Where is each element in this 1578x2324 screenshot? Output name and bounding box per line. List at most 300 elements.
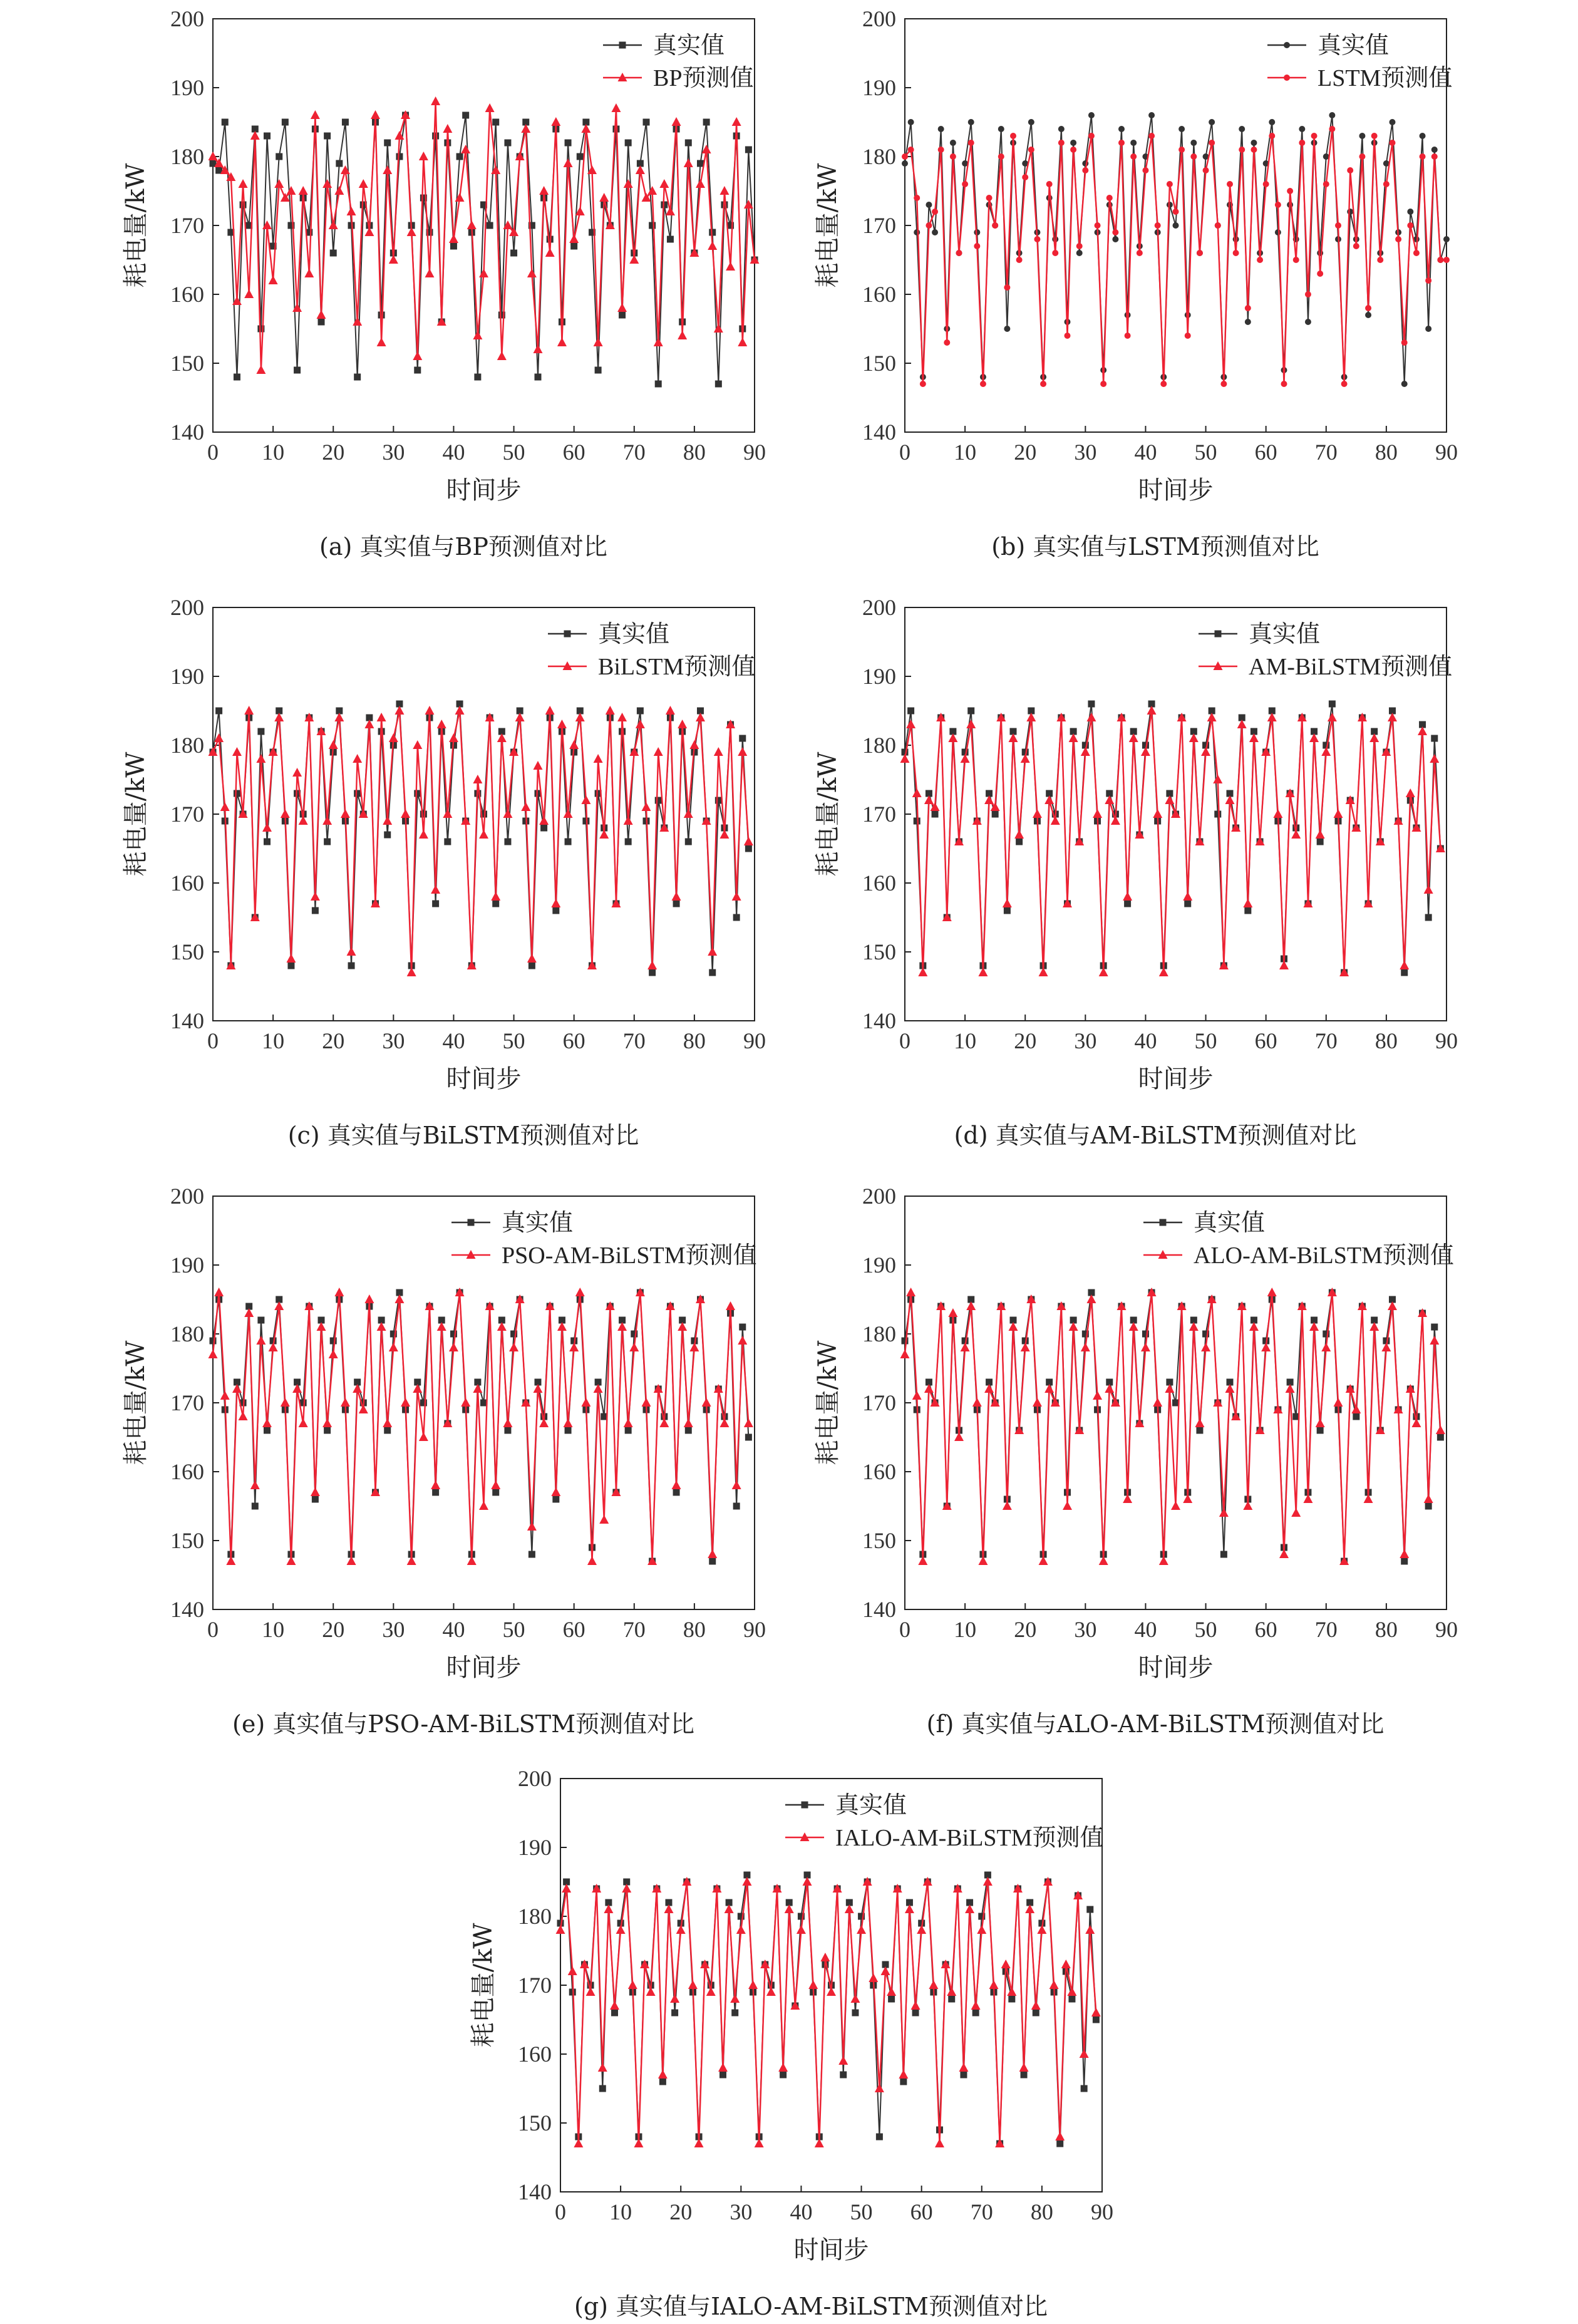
x-axis-label: 时间步 xyxy=(1138,1065,1214,1093)
series-1-point xyxy=(311,892,320,901)
series-1-point xyxy=(564,1418,573,1427)
series-1-point xyxy=(364,1294,374,1303)
series-1-group xyxy=(209,1288,753,1565)
series-0-point xyxy=(1056,2141,1063,2147)
series-0-point xyxy=(215,708,222,715)
series-0-point xyxy=(1004,907,1011,914)
series-0-group xyxy=(210,112,758,388)
y-tick-label: 160 xyxy=(518,2042,552,2067)
series-1-point xyxy=(702,1398,711,1407)
series-0-point xyxy=(577,153,584,160)
series-0-point xyxy=(474,374,481,381)
series-0-point xyxy=(649,222,656,229)
series-1-point xyxy=(1201,1343,1210,1351)
series-0-point xyxy=(685,1427,692,1434)
legend-marker-0 xyxy=(468,1219,475,1226)
x-tick-label: 90 xyxy=(743,1028,766,1053)
x-tick-label: 60 xyxy=(562,1028,585,1053)
legend xyxy=(451,1210,757,1269)
series-1-group xyxy=(556,1877,1101,2147)
x-tick-label: 40 xyxy=(1134,440,1157,465)
series-1-point xyxy=(1436,1425,1445,1434)
series-0-point xyxy=(745,845,752,852)
y-tick-label: 200 xyxy=(170,6,204,31)
y-tick-label: 140 xyxy=(862,1008,896,1033)
series-1-point xyxy=(569,740,579,749)
series-1-point xyxy=(719,186,729,195)
x-tick-label: 90 xyxy=(1435,1617,1458,1642)
series-1-point xyxy=(672,892,681,901)
series-0-point xyxy=(888,1996,895,2003)
series-1-point xyxy=(670,1994,679,2003)
legend-label-1: AM-BiLSTM预测值 xyxy=(1249,654,1453,680)
y-tick-label: 180 xyxy=(170,144,204,169)
series-1-point xyxy=(1437,257,1443,263)
series-1-group xyxy=(209,706,753,976)
legend-label-1: IALO-AM-BiLSTM预测值 xyxy=(835,1825,1104,1851)
chart-panel-c xyxy=(94,589,833,1152)
series-1-point xyxy=(1334,1398,1343,1407)
series-1-point xyxy=(736,1925,746,1934)
series-0-point xyxy=(739,1324,746,1331)
x-tick-label: 70 xyxy=(622,1028,646,1053)
series-1-point xyxy=(581,795,590,804)
series-1-point xyxy=(1245,305,1251,311)
series-1-point xyxy=(431,1480,440,1489)
x-tick-label: 60 xyxy=(562,440,585,465)
series-1-point xyxy=(359,179,368,188)
chart-panel-b xyxy=(786,0,1525,564)
x-tick-label: 60 xyxy=(1254,1028,1277,1053)
y-tick-label: 160 xyxy=(170,282,204,307)
series-0-point xyxy=(330,1338,337,1345)
y-tick-label: 180 xyxy=(170,1321,204,1346)
series-0-point xyxy=(667,236,674,243)
series-0-point xyxy=(510,250,517,257)
series-0-point xyxy=(926,202,932,208)
y-tick-label: 180 xyxy=(862,1321,896,1346)
y-tick-label: 170 xyxy=(518,1973,552,1998)
series-1-point xyxy=(696,179,705,188)
series-0-point xyxy=(1353,1413,1359,1420)
series-1-point xyxy=(569,234,579,243)
y-tick-label: 190 xyxy=(170,664,204,689)
series-1-point xyxy=(1185,333,1191,339)
series-1-point xyxy=(1323,181,1329,187)
series-1-point xyxy=(654,338,663,346)
x-tick-label: 70 xyxy=(622,440,646,465)
legend-marker-0 xyxy=(802,1802,808,1809)
series-0-point xyxy=(1016,839,1023,845)
series-1-point xyxy=(239,1412,248,1420)
series-1-point xyxy=(610,2001,619,2010)
legend-label-1: LSTM预测值 xyxy=(1318,65,1453,91)
series-1-point xyxy=(383,1418,392,1427)
y-tick-label: 190 xyxy=(862,664,896,689)
series-1-point xyxy=(642,1398,651,1407)
series-0-point xyxy=(685,140,692,147)
series-0-point xyxy=(552,1496,559,1503)
series-1-point xyxy=(1019,2063,1029,2072)
x-tick-label: 30 xyxy=(1074,440,1097,465)
series-1-point xyxy=(334,186,344,195)
series-0-point xyxy=(432,133,439,140)
series-1-point xyxy=(1034,236,1040,242)
y-tick-label: 190 xyxy=(170,75,204,100)
series-0-point xyxy=(1068,1996,1075,2003)
y-tick-label: 140 xyxy=(170,420,204,445)
series-1-point xyxy=(1195,1418,1204,1427)
series-1-point xyxy=(688,1980,698,1989)
series-1-point xyxy=(1153,1398,1162,1407)
y-axis-label: 耗电量/kW xyxy=(813,1340,842,1465)
chart-g-plot xyxy=(441,1760,1180,2286)
x-tick-label: 50 xyxy=(502,1028,525,1053)
x-tick-label: 30 xyxy=(730,2199,753,2224)
series-1-point xyxy=(413,740,422,749)
series-1-point xyxy=(738,747,747,756)
series-1-point xyxy=(718,2063,728,2072)
series-1-point xyxy=(1443,257,1450,263)
series-1-point xyxy=(820,1953,830,1961)
series-1-point xyxy=(371,110,380,119)
series-0-point xyxy=(1112,236,1118,242)
series-0-point xyxy=(1329,701,1336,708)
series-1-point xyxy=(564,158,573,167)
x-tick-label: 0 xyxy=(899,440,910,465)
series-1-point xyxy=(557,338,567,346)
series-1-point xyxy=(1160,381,1167,387)
series-1-point xyxy=(389,1343,398,1351)
series-1-point xyxy=(443,809,452,818)
series-0-point xyxy=(492,901,499,907)
y-axis-label: 耗电量/kW xyxy=(121,751,150,877)
series-0-point xyxy=(1437,1434,1444,1441)
x-tick-label: 20 xyxy=(669,2199,693,2224)
series-1-point xyxy=(869,1973,878,1982)
series-0-point xyxy=(1076,250,1083,256)
chart-panel-d xyxy=(786,589,1525,1152)
series-1-point xyxy=(341,1398,350,1407)
series-0-point xyxy=(420,811,427,818)
series-1-point xyxy=(1273,809,1282,818)
series-1-point xyxy=(744,1418,753,1427)
series-0-point xyxy=(998,126,1004,132)
legend-label-0: 真实值 xyxy=(1318,33,1390,59)
series-0-point xyxy=(1365,312,1371,318)
series-1-point xyxy=(377,338,386,346)
x-tick-label: 20 xyxy=(1014,440,1037,465)
series-0-point xyxy=(264,133,271,140)
legend xyxy=(1267,33,1452,91)
x-tick-label: 70 xyxy=(1314,1617,1338,1642)
series-1-point xyxy=(461,1398,470,1407)
series-0-point xyxy=(252,1503,259,1510)
series-1-point xyxy=(311,110,320,119)
series-1-point xyxy=(744,837,753,845)
series-1-point xyxy=(545,706,555,715)
x-tick-label: 90 xyxy=(1435,1028,1458,1053)
series-1-point xyxy=(425,269,435,277)
y-tick-label: 150 xyxy=(862,1528,896,1553)
x-tick-label: 10 xyxy=(954,1617,977,1642)
y-tick-label: 160 xyxy=(170,1459,204,1484)
series-1-point xyxy=(998,153,1004,160)
x-tick-label: 90 xyxy=(743,1617,766,1642)
series-1-point xyxy=(1007,1987,1016,1996)
series-1-point xyxy=(678,720,687,728)
series-1-point xyxy=(1316,1418,1325,1427)
series-1-point xyxy=(1093,809,1102,818)
series-0-point xyxy=(902,1338,909,1345)
series-0-point xyxy=(637,708,644,715)
series-0-point xyxy=(685,839,692,845)
series-1-point xyxy=(666,706,675,715)
series-1-point xyxy=(527,1522,537,1531)
series-1-point xyxy=(545,248,555,257)
chart-d-plot xyxy=(786,589,1525,1115)
series-1-point xyxy=(598,2063,607,2072)
series-1-point xyxy=(568,1966,577,1975)
series-1-point xyxy=(1328,713,1337,721)
legend-marker-1 xyxy=(1284,75,1290,81)
series-0-point xyxy=(330,250,337,257)
series-1-point xyxy=(1065,333,1071,339)
x-tick-label: 50 xyxy=(502,440,525,465)
series-0-point xyxy=(1190,140,1197,146)
series-1-point xyxy=(1220,381,1227,387)
series-1-point xyxy=(1400,961,1409,969)
series-0-point xyxy=(1401,381,1408,387)
series-0-point xyxy=(643,119,650,126)
series-1-point xyxy=(497,351,507,360)
series-1-point xyxy=(1420,153,1426,160)
series-1-point xyxy=(262,823,272,832)
series-1-point xyxy=(947,1987,956,1996)
series-1-point xyxy=(1046,181,1053,187)
series-0-point xyxy=(703,119,710,126)
series-0-point xyxy=(342,119,349,126)
series-0-point xyxy=(908,119,914,125)
series-1-point xyxy=(857,1925,866,1934)
legend xyxy=(1199,621,1452,680)
series-0-point xyxy=(257,1317,264,1324)
series-1-point xyxy=(1153,809,1162,818)
x-tick-label: 20 xyxy=(322,1028,345,1053)
series-1-point xyxy=(1173,209,1179,215)
series-0-point xyxy=(599,2085,606,2092)
series-0-point xyxy=(1269,119,1275,125)
series-1-point xyxy=(1076,243,1083,249)
series-1-point xyxy=(900,1350,910,1358)
series-0-point xyxy=(950,140,956,146)
x-tick-label: 80 xyxy=(1030,2199,1053,2224)
series-0-point xyxy=(529,1551,535,1558)
series-0-point xyxy=(504,1427,511,1434)
y-tick-label: 170 xyxy=(170,802,204,827)
series-0-point xyxy=(1220,1551,1227,1558)
series-1-point xyxy=(912,1391,922,1400)
series-0-point xyxy=(1008,1996,1015,2003)
series-1-point xyxy=(256,754,266,763)
chart-panel-a xyxy=(94,0,833,564)
x-tick-label: 0 xyxy=(899,1028,910,1053)
series-1-point xyxy=(1061,1960,1071,1968)
series-1-point xyxy=(1316,830,1325,839)
series-1-point xyxy=(1022,174,1028,180)
series-0-point xyxy=(1093,2017,1100,2023)
series-1-point xyxy=(437,720,446,728)
series-1-point xyxy=(485,103,495,112)
y-axis-label: 耗电量/kW xyxy=(469,1923,498,2048)
legend-marker-0 xyxy=(564,631,571,638)
x-tick-label: 60 xyxy=(1254,440,1277,465)
series-1-point xyxy=(899,2070,908,2079)
series-1-point xyxy=(1067,1987,1076,1996)
chart-e-plot xyxy=(94,1177,833,1703)
series-1-point xyxy=(948,1308,957,1317)
series-1-point xyxy=(738,1336,747,1345)
series-1-point xyxy=(1424,885,1433,894)
series-1-point xyxy=(269,276,278,284)
x-tick-label: 90 xyxy=(1091,2199,1113,2224)
series-0-point xyxy=(257,728,264,735)
legend-label-1: BP预测值 xyxy=(653,65,754,91)
y-tick-label: 200 xyxy=(170,1184,204,1209)
series-1-point xyxy=(581,1398,590,1407)
x-tick-label: 20 xyxy=(1014,1028,1037,1053)
series-0-point xyxy=(1058,126,1065,132)
x-tick-label: 50 xyxy=(1194,1617,1217,1642)
series-1-point xyxy=(992,222,998,229)
series-1-point xyxy=(726,262,735,271)
series-0-point xyxy=(1178,126,1185,132)
series-1-point xyxy=(935,2139,944,2147)
series-0-point xyxy=(1245,319,1251,325)
series-1-point xyxy=(534,344,543,353)
series-0-point xyxy=(504,140,511,147)
series-0-point xyxy=(1088,701,1095,708)
x-tick-label: 60 xyxy=(910,2199,933,2224)
series-0-point xyxy=(354,790,361,797)
x-tick-label: 10 xyxy=(954,440,977,465)
series-1-point xyxy=(708,241,717,250)
series-1-point xyxy=(732,1480,741,1489)
series-1-point xyxy=(431,96,440,105)
series-1-point xyxy=(906,1288,915,1296)
series-1-point xyxy=(1341,381,1348,387)
series-1-line xyxy=(905,711,1440,973)
series-0-point xyxy=(318,319,325,326)
x-tick-label: 80 xyxy=(1374,440,1398,465)
series-1-point xyxy=(617,303,627,312)
series-1-point xyxy=(329,220,338,229)
series-1-point xyxy=(413,351,422,360)
series-1-point xyxy=(209,1350,218,1358)
series-0-point xyxy=(570,243,577,250)
series-1-point xyxy=(684,158,693,167)
series-1-point xyxy=(1178,147,1185,153)
series-1-point xyxy=(1070,147,1076,153)
series-1-point xyxy=(1233,250,1239,256)
series-1-point xyxy=(962,181,968,187)
series-0-point xyxy=(595,367,602,374)
series-0-point xyxy=(1088,112,1095,118)
series-1-point xyxy=(479,1501,488,1510)
series-1-point xyxy=(1123,892,1132,901)
series-0-point xyxy=(1130,140,1137,146)
series-1-point xyxy=(594,338,603,346)
series-0-point xyxy=(938,126,944,132)
chart-d-caption: (d) 真实值与AM-BiLSTM预测值对比 xyxy=(954,1122,1357,1149)
series-1-point xyxy=(1406,788,1415,797)
series-0-point xyxy=(487,222,493,229)
series-1-point xyxy=(1263,181,1269,187)
series-0-point xyxy=(384,140,391,147)
series-0-point xyxy=(1390,119,1396,125)
chart-c-plot xyxy=(94,589,833,1115)
series-1-point xyxy=(1028,147,1034,153)
legend xyxy=(1143,1210,1454,1269)
legend-marker-0 xyxy=(1284,42,1290,48)
series-1-point xyxy=(672,1480,681,1489)
series-1-point xyxy=(419,830,428,839)
series-1-point xyxy=(1395,236,1401,242)
series-1-point xyxy=(534,761,543,770)
x-tick-label: 80 xyxy=(1374,1617,1398,1642)
series-1-point xyxy=(1148,133,1155,139)
x-tick-label: 90 xyxy=(1435,440,1458,465)
series-1-point xyxy=(419,1432,428,1441)
x-tick-label: 70 xyxy=(622,1617,646,1642)
series-0-point xyxy=(432,1489,439,1496)
series-1-point xyxy=(732,892,741,901)
series-1-point xyxy=(1033,809,1042,818)
series-1-point xyxy=(1299,140,1305,146)
series-1-point xyxy=(875,2084,884,2092)
x-tick-label: 80 xyxy=(683,1617,706,1642)
x-tick-label: 30 xyxy=(382,1617,405,1642)
series-1-point xyxy=(1118,140,1125,146)
series-1-point xyxy=(1407,222,1413,229)
series-1-point xyxy=(971,2001,981,2010)
series-0-point xyxy=(1028,119,1034,125)
series-1-point xyxy=(966,720,976,728)
y-tick-label: 140 xyxy=(862,420,896,445)
series-1-point xyxy=(887,1987,896,1996)
chart-b-plot xyxy=(786,0,1525,526)
series-0-point xyxy=(932,229,938,235)
series-1-point xyxy=(1203,167,1209,173)
series-0-point xyxy=(336,160,343,167)
series-1-point xyxy=(684,1418,693,1427)
series-1-point xyxy=(1141,1343,1150,1351)
legend xyxy=(603,33,753,91)
series-0-point xyxy=(655,381,662,388)
series-1-point xyxy=(341,809,350,818)
series-0-point xyxy=(312,1496,319,1503)
series-1-point xyxy=(521,802,530,811)
series-0-point xyxy=(1407,209,1413,215)
series-0-point xyxy=(324,133,331,140)
x-tick-label: 40 xyxy=(790,2199,813,2224)
series-0-point xyxy=(384,1427,391,1434)
x-tick-label: 10 xyxy=(609,2199,632,2224)
series-0-point xyxy=(535,374,542,381)
series-1-point xyxy=(419,152,428,160)
chart-e-caption: (e) 真实值与PSO-AM-BiLSTM预测值对比 xyxy=(232,1710,694,1738)
series-1-point xyxy=(1125,333,1131,339)
